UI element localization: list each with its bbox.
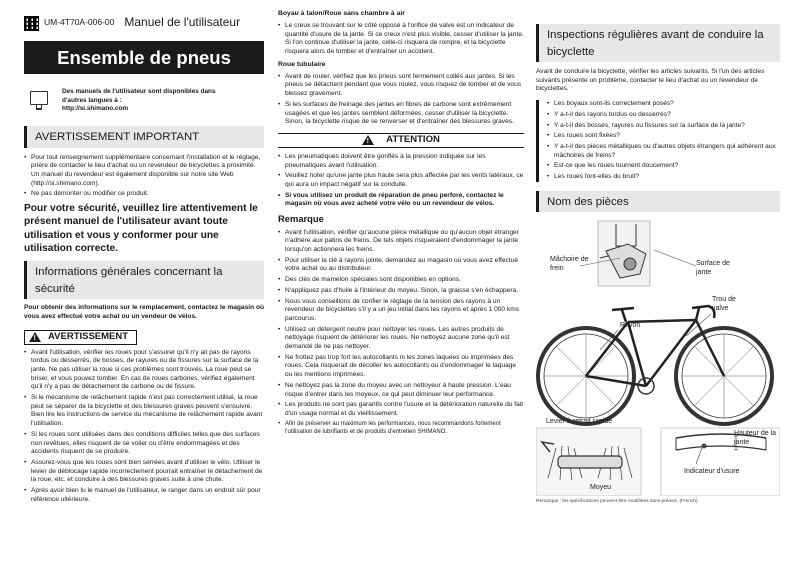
label-brake-jaw: Mâchoire de frein: [550, 256, 589, 272]
list-item: • Ne frottez pas trop fort les autocollants ni les zones laquées ou imprimées des roues. Cela risquerait de décoller les autocollants ou d'endommager le laquage ou les mentions imprimées.: [278, 354, 524, 380]
list-item: • Ne pas démonter ou modifier ce produit.: [24, 190, 264, 199]
column-right: [536, 24, 780, 506]
list-item: • Nous vous conseillons de confier le réglage de la tension des rayons à un revendeur de bicyclettes s'il y a un jeu initial dans les rayons et après 1 000 kms parcourus.: [278, 298, 524, 324]
inspection-checklist: [536, 100, 780, 182]
section-general-safety: Informations générales concernant la sécurité: [24, 261, 264, 299]
warning-list: [24, 349, 264, 505]
bicycle: [538, 306, 772, 424]
list-item: • N'appliquez pas d'huile à l'intérieur du moyeu. Sinon, la graisse s'en échappera.: [278, 287, 524, 296]
section-important-warning: AVERTISSEMENT IMPORTANT: [24, 126, 264, 148]
tubeless-list: [278, 22, 524, 57]
qr-code-icon: [24, 16, 39, 31]
list-item: • Après avoir bien lu le manuel de l'utilisateur, le ranger dans un endroit sûr pour référence ultérieure.: [24, 487, 264, 504]
list-item: • Y a-t-il des rayons tordus ou desserrés?: [547, 111, 780, 120]
list-item: • Est-ce que les roues tournent doucement?: [547, 162, 780, 171]
list-item: • Si les roues sont utilisées dans des conditions difficiles telles que des surfaces non revêtues, elles risquent de se voiler ou d'être endommagées et des accidents risquent de se produire.: [24, 431, 264, 457]
list-item: • Y a-t-il des pièces métalliques ou d'autres objets étrangers qui adhèrent aux mâchoires de freins?: [547, 143, 780, 160]
brake-caliper-detail: [598, 221, 650, 286]
list-item: • Pour tout renseignement supplémentaire concernant l'installation et le réglage, prière de contacter le lieu d'achat ou un revendeur de bicyclettes à proximité. Un manuel du revendeur est également disponible sur notre site Web (http://si.shimano.com).: [24, 154, 264, 189]
attention-label: ATTENTION: [386, 134, 440, 146]
inspection-intro: Avant de conduire la bicyclette, vérifier les articles suivants. Si l'un des articles suivants présente un problème, contacter le lieu d'achat ou un revendeur de bicyclettes.: [536, 68, 765, 93]
list-item: • Assurez-vous que les roues sont bien serrées avant d'utiliser le vélo. Utiliser le levier de déblocage rapide incorrectement pourrait entraîner le détachement de la roue, etc. et conduire à des blessures graves suite à une chute.: [24, 459, 264, 485]
list-item: • Avant l'utilisation, vérifier les roues pour s'assurer qu'il n'y ait pas de rayons tordus ou desserrés, de bosses, de rayures ou de fissures sur la surface de la jante. Ne pas utiliser la roue si ces problèmes sont trouvés. La roue peut se briser, et vous pouvez tomber. En cas de roues carbones, vérifiez également qu'il n'y a pas de détachement de carbone ou de fissure.: [24, 349, 264, 393]
list-item: • Des clés de mamelon spéciales sont disponibles en options.: [278, 276, 524, 285]
monitor-icon: [30, 91, 52, 113]
list-item: • Si les surfaces de freinage des jantes en fibres de carbone sont extrêmement usagées et que les jantes semblent déformées, cesser d'utiliser la bicyclette. Sinon, la bicyclette risque de se renverser et d'entraîner des blessures graves.: [278, 101, 524, 127]
doc-header: [24, 14, 264, 32]
attention-header: [278, 133, 524, 148]
section-parts-names: Nom des pièces: [536, 191, 780, 213]
list-item: • Veuillez noter qu'une jante plus haute sera plus affectée par les vents latéraux, ce qui aura un impact négatif sur la conduite.: [278, 172, 524, 189]
list-item: • Si vous utilisez un produit de réparation de pneu perforé, contactez le magasin où vous avez acheté votre vélo ou un revendeur de vélos.: [278, 192, 524, 209]
tubular-heading: Roue tubulaire: [278, 60, 326, 68]
label-spoke: Rayon: [620, 322, 641, 330]
list-item: • Si le mécanisme de relâchement rapide n'est pas correctement utilisé, la roue peut se séparer de la bicyclette et des blessures graves peuvent s'ensuivre. Bien lire les instructions de service du mécanisme de relâchement rapide avant l'utilisation.: [24, 394, 264, 429]
list-item: • Avant l'utilisation, vérifier qu'aucune pièce métallique ou qu'aucun objet étranger n'adhère aux patins de freins. De tels objets risqueraient d'endommager la jante lorsqu'on actionnera les freins.: [278, 229, 524, 255]
section-inspections: Inspections régulières avant de conduire la bicyclette: [536, 24, 780, 62]
languages-line2: d'autres langues à :: [62, 96, 122, 104]
warning-label: AVERTISSEMENT: [48, 330, 129, 342]
list-item: • Utilisez un détergent neutre pour nettoyer les roues. Les autres produits de nettoyage risquent de détériorer les roues. Ne nettoyez aucune zone qu'il est demandé de ne pas nettoyer.: [278, 326, 524, 352]
doc-title: Manuel de l'utilisateur: [124, 15, 241, 30]
general-safety-intro: Pour obtenir des informations sur le remplacement, contactez le magasin où vous avez effectué votre achat ou un vendeur de vélos.: [24, 304, 264, 320]
list-item: • Pour utiliser la clé à rayons jointe, demandez au magasin où vous avez effectué votre achat ou au distributeur.: [278, 257, 524, 274]
list-item: • Les roues font-elles du bruit?: [547, 173, 780, 182]
list-item: • Les pneumatiques doivent être gonflés à la pression indiquée sur les pneumatiques avant l'utilisation.: [278, 153, 524, 170]
tubular-list: [278, 73, 524, 127]
list-item: • Afin de préserver au maximum les performances, nous recommandons fortement l'utilisation de lubrifiants et de produits d'entretien SHIMANO.: [278, 421, 524, 437]
list-item: • Avant de rouler, vérifiez que les pneus sont fermement collés aux jantes. Si les pneus se détachent pendant que vous roulez, vous risquez de tomber et de vous blessez gravement.: [278, 73, 524, 99]
attention-list: [278, 153, 524, 209]
column-left: [24, 14, 264, 506]
bicycle-parts-diagram: [536, 216, 780, 496]
list-item: • Y a-t-il des bosses, rayures ou fissures sur la surface de la jante?: [547, 122, 780, 131]
hub-detail: [536, 428, 641, 496]
doc-number: UM-4T70A-006-00: [44, 17, 115, 28]
tubeless-heading: Boyau à talon/Roue sans chambre à air: [278, 10, 405, 17]
warning-triangle-icon: [29, 332, 41, 342]
footer-note: Remarque : les spécifications peuvent être modifiées sans préavis. (French): [536, 499, 698, 505]
languages-note: [24, 88, 264, 122]
list-item: • Les produits ne sont pas garantis contre l'usure et la détérioration naturelle du fait d'un usage normal et du vieillissement.: [278, 401, 524, 418]
warning-triangle-icon: [362, 135, 374, 145]
warning-header: [24, 330, 137, 345]
label-hub: Moyeu: [590, 484, 612, 492]
label-rim-surface: Surface de jante: [696, 260, 730, 276]
important-warning-list: [24, 154, 264, 200]
label-wear-indicator: Indicateur d'usure: [684, 468, 740, 476]
safety-statement: Pour votre sécurité, veuillez lire attentivement le présent manuel de l'utilisateur avant toute utilisation et vous y conformer pour une utilisation correcte.: [24, 203, 258, 254]
list-item: • Les boyaux sont-ils correctement posés?: [547, 100, 780, 109]
remark-list: [278, 229, 524, 437]
list-item: • Le creux se trouvant sur le côté opposé à l'orifice de valve est un indicateur de quantité d'usure de la jante. Si ce creux n'est plus visible, cesser d'utiliser la jante. Si l'on continue d'utiliser la jante, celle-ci risquera de rompre, et la bicyclette risquera alors de tomber et d'entraîner un accident.: [278, 22, 524, 57]
label-quick-release: Levier à retrait rapide: [546, 418, 613, 426]
remark-heading: Remarque: [278, 213, 324, 225]
page-title-banner: Ensemble de pneus: [24, 41, 264, 74]
label-rim-height: Hauteur de la jante: [734, 430, 777, 446]
languages-url[interactable]: http://si.shimano.com: [62, 105, 129, 113]
column-middle: [278, 10, 524, 438]
label-valve-hole: Trou de valve: [712, 296, 736, 312]
list-item: • Les roues sont fixées?: [547, 132, 780, 141]
languages-line1: Des manuels de l'utilisateur sont disponibles dans: [62, 88, 216, 95]
list-item: • Ne nettoyez pas la zone du moyeu avec un nettoyeur à haute pression. L'eau risque d'entrer dans les moyeux, ce qui peut diminuer leur performance.: [278, 382, 524, 399]
